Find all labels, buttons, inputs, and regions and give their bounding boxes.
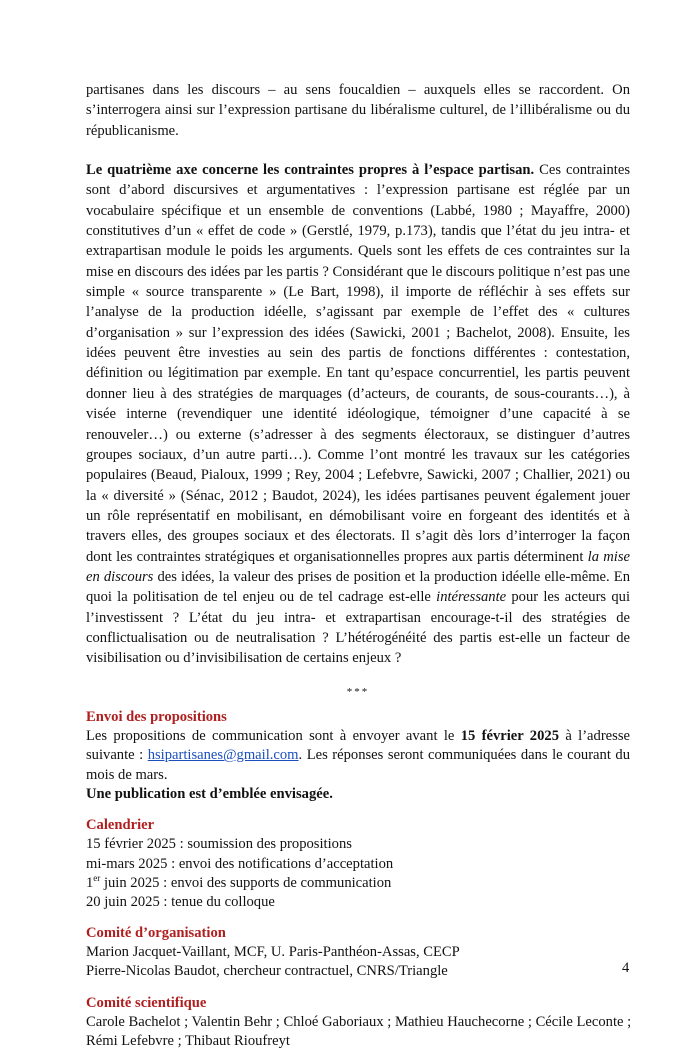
page-body (86, 80, 630, 1051)
comite-sci-members: Rémi Lefebvre ; Thibaut Rioufreyt (86, 1032, 290, 1049)
envoi-title: Envoi des propositions (86, 708, 227, 725)
axis-four-lead: Le quatrième axe concerne les contraintes propres à l’espace partisan. (86, 162, 535, 179)
axis-four-text-a: Ces contraintes sont d’abord discursives et argumentatives : l’expression partisane est réglée par un vocabulaire spécifique et un ensemble de conventions (Labbé, 1980 ; Mayaffre, 2000) constitutives d’un « effet de code » (Gerstlé, 1979, p.173), tandis que l’état du jeu intra- et extrapartisan module le poids les arguments. Quels sont les effets de ces contraintes sur la mise en discours des idées par les partis ? Considérant que le discours politique n’est pas une simple « source transparente » (Le Bart, 1998), il importe de réfléchir à ses effets sur l’analyse de la production idéelle, s’agissant par exemple de l’effet des « cultures d’organisation » sur l’expression des idées (Sawicki, 2001 ; Bachelot, 2008). Ensuite, les idées peuvent être investies au sein des partis de fonctions différentes : contestation, définition ou légitimation par exemple. En tant qu’espace concurrentiel, les partis peuvent donner lieu à des stratégies de marquages (d’acteurs, de courants, de sous-courants…), à visée interne (revendiquer une identité idéologique, témoigner d’une capacité à se renouveler…) ou externe (s’adresser à des segments électoraux, se distinguer d’autres groupes sociaux, d’un autre parti…). Comme l’ont montré les travaux sur les catégories populaires (Beaud, Pialoux, 1999 ; Rey, 2004 ; Lefebvre, Sawicki, 2007 ; Challier, 2021) ou la « diversité » (Sénac, 2012 ; Baudot, 2024), les idées partisanes peuvent également jouer un rôle représentatif en mobilisant, en démobilisant voire en forgeant des identités et à travers elles, des groupes sociaux et des électorats. Il s’agit dès lors d’interroger la façon dont les contraintes stratégiques et organisationnelles propres aux partis déterminent (86, 162, 631, 565)
calendrier-item-text: juin 2025 : envoi des supports de communication (100, 874, 392, 891)
envoi-text-c: . Les réponses seront communiquées dans le courant du mois de mars. (86, 747, 630, 783)
comite-sci-members: Carole Bachelot ; Valentin Behr ; Chloé Gaboriaux ; Mathieu Hauchecorne ; Cécile Leconte ; (86, 1013, 632, 1030)
axis-four-italic-1: la mise en discours (86, 548, 630, 585)
calendrier-item: 20 juin 2025 : tenue du colloque (86, 893, 275, 910)
calendrier-ordinal: er (93, 872, 101, 883)
axis-four-italic-2: intéressante (436, 589, 507, 606)
publication-note: Une publication est d’emblée envisagée. (86, 786, 333, 803)
envoi-paragraph (86, 727, 630, 786)
calendrier-day: 1 (86, 874, 94, 891)
envoi-deadline: 15 février 2025 (460, 727, 559, 744)
comite-sci-title: Comité scientifique (86, 994, 207, 1011)
calendrier-item: mi-mars 2025 : envoi des notifications d’acceptation (86, 855, 394, 872)
comite-org-member: Pierre-Nicolas Baudot, chercheur contractuel, CNRS/Triangle (86, 963, 448, 980)
email-link[interactable]: hsipartisanes@gmail.com (147, 747, 299, 764)
calendrier-item (86, 874, 630, 893)
axis-four-text-b: des idées, la valeur des prises de position et la production idéelle elle-même. En quoi la politisation de tel enjeu ou de tel cadrage est-elle (86, 568, 630, 606)
comite-org-member: Marion Jacquet-Vaillant, MCF, U. Paris-Panthéon-Assas, CECP (86, 944, 460, 961)
calendrier-item: 15 février 2025 : soumission des propositions (86, 836, 352, 853)
calendrier-title: Calendrier (86, 817, 155, 834)
envoi-text-a: Les propositions de communication sont à envoyer avant le (86, 727, 461, 744)
comite-org-title: Comité d’organisation (86, 925, 226, 942)
intro-paragraph: partisanes dans les discours – au sens foucaldien – auxquels elles se raccordent. On s’interrogera ainsi sur l’expression partisane du libéralisme culturel, de l’illibéralisme ou du républicanisme. (86, 82, 630, 139)
page-number: 4 (622, 960, 630, 976)
envoi-text-b: à l’adresse suivante : (86, 727, 630, 764)
section-separator: *** (346, 685, 370, 698)
axis-four-paragraph (86, 160, 630, 669)
axis-four-text-c: pour les acteurs qui l’investissent ? L’état du jeu intra- et extrapartisan encourage-t-il des stratégies de conflictualisation ou de neutralisation ? L’hétérogénéité des partis est-elle un facteur de visibilisation ou d’invisibilisation de certains enjeux ? (86, 589, 630, 667)
